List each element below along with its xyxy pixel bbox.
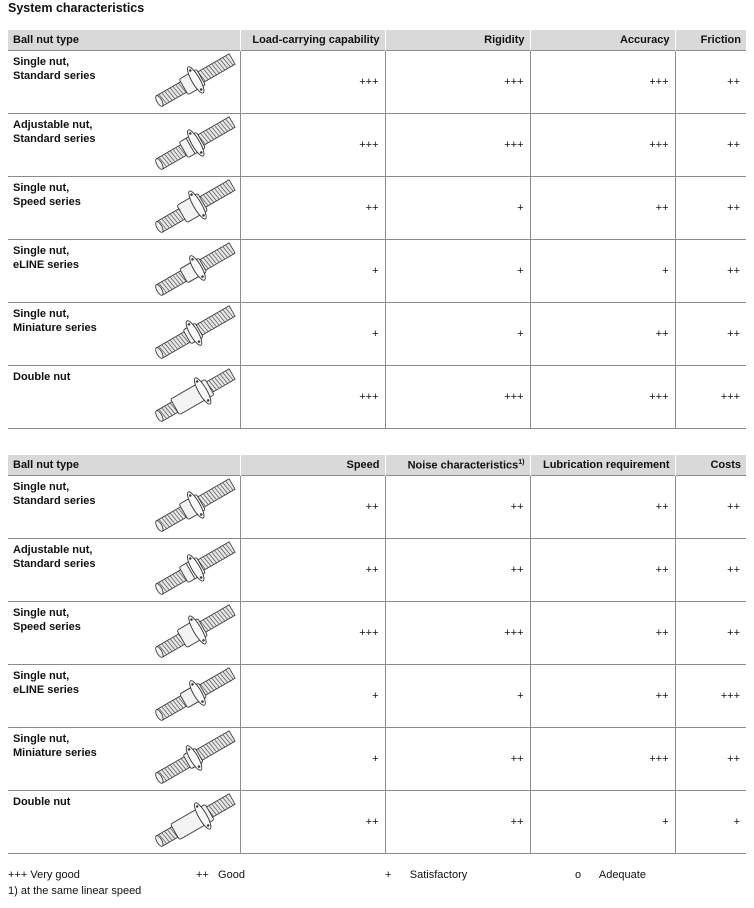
footnote: 1) at the same linear speed [8,885,142,897]
rating-cell: +++ [385,366,530,429]
rating-cell: +++ [385,51,530,114]
rating-legend [8,869,748,883]
ball-nut-type-cell [8,366,240,429]
rating-cell: ++ [385,539,530,602]
rating-cell: ++ [385,791,530,854]
rating-cell: ++ [240,177,385,240]
single-nut-miniature-icon [152,730,236,789]
rating-cell: +++ [240,51,385,114]
ball-nut-type-cell [8,476,240,539]
legend-item-good: ++ Good [196,869,245,881]
rating-cell: + [385,303,530,366]
header-speed: Speed [240,455,385,476]
header-load-carrying-capability: Load-carrying capability [240,30,385,51]
rating-cell: + [240,665,385,728]
ball-nut-type-cell [8,602,240,665]
rating-cell: +++ [385,602,530,665]
header-friction: Friction [675,30,746,51]
ball-nut-type-label: Single nut, Speed series [13,607,81,633]
legend-item-very-good: +++ Very good [8,869,80,881]
table-row [8,51,746,114]
rating-cell: + [385,240,530,303]
ball-nut-type-label: Single nut, eLINE series [13,245,80,271]
ball-nut-type-cell [8,791,240,854]
rating-cell: ++ [530,602,675,665]
ball-nut-type-label: Adjustable nut, Standard series [13,544,96,570]
single-nut-speed-icon [152,604,236,663]
ball-nut-type-cell [8,177,240,240]
single-nut-speed-icon [152,179,236,238]
ball-nut-type-label: Single nut, Speed series [13,182,81,208]
table-row [8,240,746,303]
table-row [8,114,746,177]
single-nut-eline-icon [152,667,236,726]
ball-nut-type-label: Single nut, Standard series [13,56,96,82]
ball-nut-type-cell [8,665,240,728]
rating-cell: ++ [675,114,746,177]
ball-nut-type-label: Adjustable nut, Standard series [13,119,96,145]
table-row [8,539,746,602]
adjustable-nut-standard-icon [152,541,236,600]
rating-cell: ++ [240,476,385,539]
rating-cell: ++ [675,728,746,791]
rating-cell: +++ [530,366,675,429]
legend-item-adequate: o Adequate [575,869,646,881]
rating-cell: ++ [530,476,675,539]
table-row [8,665,746,728]
table-row [8,602,746,665]
rating-cell: ++ [385,476,530,539]
ball-nut-type-label: Single nut, Miniature series [13,733,97,759]
single-nut-miniature-icon [152,305,236,364]
rating-cell: + [240,728,385,791]
rating-cell: ++ [530,303,675,366]
rating-cell: + [530,240,675,303]
ball-nut-type-cell [8,51,240,114]
header-costs: Costs [675,455,746,476]
rating-cell: ++ [240,791,385,854]
ball-nut-type-label: Single nut, eLINE series [13,670,80,696]
ball-nut-type-cell [8,539,240,602]
table-row [8,366,746,429]
table-row [8,177,746,240]
single-nut-eline-icon [152,242,236,301]
footnote-marker: 1) [518,458,525,466]
rating-cell: + [240,303,385,366]
ball-nut-type-cell [8,728,240,791]
table-row [8,303,746,366]
table-row [8,476,746,539]
rating-cell: +++ [240,114,385,177]
ball-nut-type-cell [8,114,240,177]
noise-header-label: Noise characteristics [407,459,519,472]
rating-cell: + [385,177,530,240]
double-nut-icon [152,793,236,852]
rating-cell: +++ [530,114,675,177]
rating-cell: ++ [675,476,746,539]
table-row [8,728,746,791]
double-nut-icon [152,368,236,427]
rating-cell: ++ [530,665,675,728]
rating-cell: +++ [675,665,746,728]
rating-cell: +++ [240,602,385,665]
ball-nut-type-label: Double nut [13,371,71,383]
characteristics-table-2 [8,455,746,854]
ball-nut-type-label: Single nut, Miniature series [13,308,97,334]
rating-cell: ++ [240,539,385,602]
rating-cell: +++ [530,728,675,791]
rating-cell: + [675,791,746,854]
rating-cell: ++ [530,539,675,602]
rating-cell: ++ [385,728,530,791]
legend-item-satisfactory: + Satisfactory [385,869,468,881]
rating-cell: + [385,665,530,728]
rating-cell: ++ [675,602,746,665]
rating-cell: ++ [530,177,675,240]
rating-cell: +++ [675,366,746,429]
page-title: System characteristics [8,1,145,15]
rating-cell: +++ [385,114,530,177]
rating-cell: ++ [675,51,746,114]
ball-nut-type-label: Single nut, Standard series [13,481,96,507]
rating-cell: + [240,240,385,303]
characteristics-table-1 [8,30,746,429]
rating-cell: ++ [675,539,746,602]
rating-cell: + [530,791,675,854]
header-ball-nut-type: Ball nut type [8,455,240,476]
single-nut-standard-icon [152,53,236,112]
ball-nut-type-label: Double nut [13,796,71,808]
single-nut-standard-icon [152,478,236,537]
ball-nut-type-cell [8,303,240,366]
header-ball-nut-type: Ball nut type [8,30,240,51]
header-noise-characteristics [385,455,530,476]
table-row [8,791,746,854]
rating-cell: ++ [675,177,746,240]
ball-nut-type-cell [8,240,240,303]
rating-cell: +++ [240,366,385,429]
header-lubrication-requirement: Lubrication requirement [530,455,675,476]
adjustable-nut-standard-icon [152,116,236,175]
rating-cell: ++ [675,303,746,366]
header-rigidity: Rigidity [385,30,530,51]
rating-cell: +++ [530,51,675,114]
rating-cell: ++ [675,240,746,303]
header-accuracy: Accuracy [530,30,675,51]
